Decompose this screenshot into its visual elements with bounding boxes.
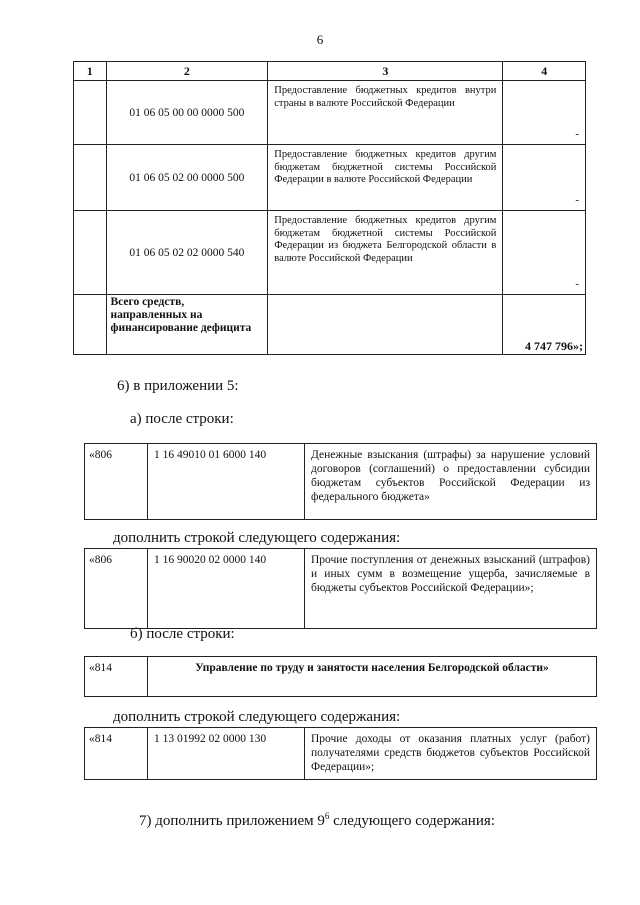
deficit-financing-table	[73, 61, 586, 355]
income-description: Прочие доходы от оказания платных услуг (работ) получателями средств бюджетов субъектов Российской Федерации»;	[305, 728, 597, 780]
organization-name: Управление по труду и занятости населения Белгородской области»	[148, 657, 597, 697]
page-number: 6	[316, 32, 324, 47]
empty-cell	[74, 145, 107, 211]
budget-code: 01 06 05 02 00 0000 500	[106, 145, 268, 211]
income-description: Прочие поступления от денежных взысканий (штрафов) и иных сумм в возмещение ущерба, зачисляемые в бюджеты субъектов Российской Федерации»;	[305, 549, 597, 629]
column-header: 2	[106, 62, 268, 81]
paragraph-a: а) после строки:	[130, 411, 234, 427]
income-code: 1 16 90020 02 0000 140	[148, 549, 305, 629]
budget-description: Предоставление бюджетных кредитов другим бюджетам бюджетной системы Российской Федерации в валюте Российской Федерации	[268, 145, 503, 211]
table-row	[85, 728, 597, 780]
superscript-index: 6	[324, 811, 330, 821]
budget-description: Предоставление бюджетных кредитов внутри страны в валюте Российской Федерации	[268, 81, 503, 145]
column-header: 4	[503, 62, 586, 81]
table-after-row-b	[84, 656, 597, 697]
amount-value: -	[503, 145, 586, 211]
budget-code: 01 06 05 02 02 0000 540	[106, 211, 268, 295]
paragraph-7-text: 7) дополнить приложением 9	[139, 813, 325, 829]
column-header: 1	[74, 62, 107, 81]
admin-code: «806	[85, 549, 148, 629]
table-row	[74, 145, 586, 211]
table-row	[85, 444, 597, 520]
table-new-row-b	[84, 727, 597, 780]
paragraph-6: 6) в приложении 5:	[117, 378, 239, 394]
amount-value: -	[503, 211, 586, 295]
admin-code: «814	[85, 657, 148, 697]
table-row	[74, 81, 586, 145]
paragraph-7-text-end: следующего содержания:	[329, 813, 495, 829]
empty-cell	[74, 81, 107, 145]
budget-description: Предоставление бюджетных кредитов другим бюджетам бюджетной системы Российской Федерации из бюджета Белгородской области в валюте Российской Федерации	[268, 211, 503, 295]
supplement-label: дополнить строкой следующего содержания:	[113, 530, 401, 546]
income-description: Денежные взыскания (штрафы) за нарушение условий договоров (соглашений) о предоставлении субсидии бюджетам субъектов Российской Федерации из федерального бюджета»	[305, 444, 597, 520]
empty-cell	[74, 211, 107, 295]
supplement-label: дополнить строкой следующего содержания:	[113, 709, 401, 725]
table-row	[85, 657, 597, 697]
total-row	[74, 295, 586, 355]
empty-cell	[74, 295, 107, 355]
table-new-row-a	[84, 548, 597, 629]
income-code: 1 16 49010 01 6000 140	[148, 444, 305, 520]
column-header: 3	[268, 62, 503, 81]
admin-code: «806	[85, 444, 148, 520]
paragraph-b: б) после строки:	[130, 626, 235, 642]
admin-code: «814	[85, 728, 148, 780]
table-row	[74, 211, 586, 295]
table-row	[85, 549, 597, 629]
budget-code: 01 06 05 00 00 0000 500	[106, 81, 268, 145]
paragraph-7	[139, 811, 495, 830]
empty-cell	[268, 295, 503, 355]
table-after-row-a	[84, 443, 597, 520]
table-header-row	[74, 62, 586, 81]
amount-value: -	[503, 81, 586, 145]
total-value: 4 747 796»;	[503, 295, 586, 355]
total-label: Всего средств, направленных на финансирование дефицита	[106, 295, 268, 355]
income-code: 1 13 01992 02 0000 130	[148, 728, 305, 780]
